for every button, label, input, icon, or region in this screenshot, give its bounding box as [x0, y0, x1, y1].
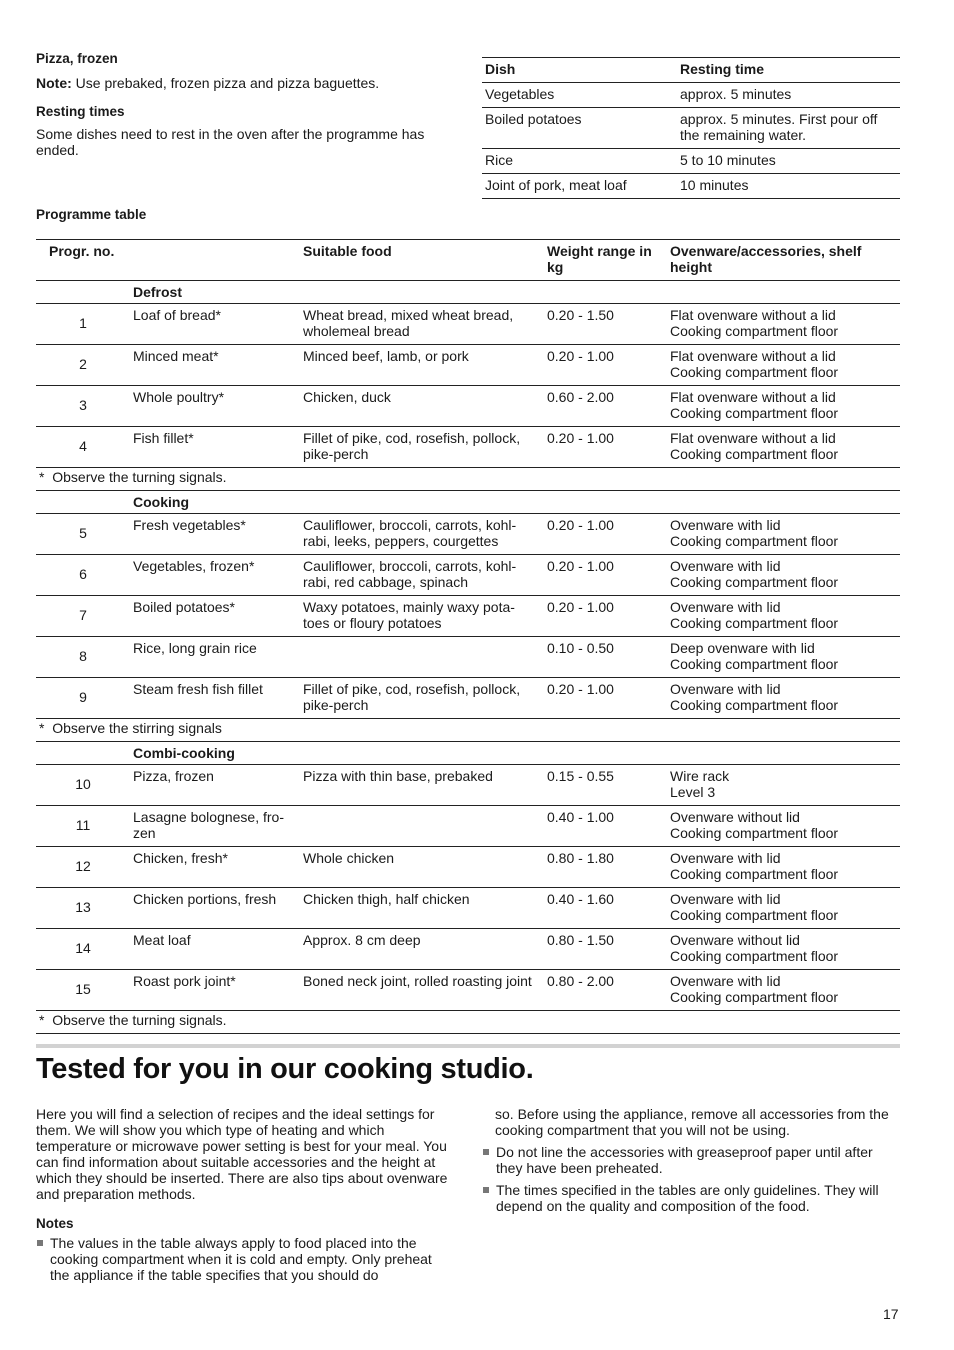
right-column	[482, 1106, 900, 1214]
ovenware-cell	[667, 888, 900, 929]
column-header: Weight range in kg	[544, 240, 667, 281]
ovenware-cell	[667, 304, 900, 345]
ovenware-cell	[667, 514, 900, 555]
heading-rule	[36, 1044, 900, 1048]
weight-range: 0.80 - 1.80	[544, 847, 667, 888]
table-row	[36, 888, 900, 929]
programme-name: Vegetables, frozen*	[130, 555, 300, 596]
table-header-row	[36, 240, 900, 281]
table-row	[36, 345, 900, 386]
ovenware: Flat ovenware without a lid	[670, 389, 836, 405]
note-item-3-text: The times specified in the tables are only guidelines. They will depend on the quality and composition of the food.	[496, 1182, 879, 1214]
programme-number: 5	[36, 514, 130, 555]
ovenware: Ovenware with lid	[670, 599, 781, 615]
table-row	[36, 929, 900, 970]
table-row	[36, 386, 900, 427]
table-row	[482, 108, 900, 149]
suitable-food: Minced beef, lamb, or pork	[300, 345, 544, 386]
suitable-food: Boned neck joint, rolled roasting joint	[300, 970, 544, 1011]
empty-cell	[36, 281, 130, 304]
ovenware: Ovenware with lid	[670, 558, 781, 574]
ovenware: Ovenware with lid	[670, 891, 781, 907]
group-name: Cooking	[130, 491, 900, 514]
section-intro: Here you will find a selection of recipes and the ideal settings for them. We will show you which type of heating and which temperature or microwave power setting is best for your meal. You can find information about suitable accessories and the height at which they should be inserted. There are also tips about ovenware and preparation methods.	[36, 1106, 448, 1202]
page-number: 17	[883, 1306, 899, 1322]
programme-name: Chicken portions, fresh	[130, 888, 300, 929]
dish-cell: Vegetables	[482, 83, 677, 108]
section-heading: Tested for you in our cooking studio.	[36, 1053, 534, 1085]
shelf-height: Cooking compartment floor	[670, 364, 839, 380]
note-item-2-text: Do not line the accessories with greaseproof paper until after they have been preheated.	[496, 1144, 873, 1176]
table-row	[36, 596, 900, 637]
weight-range: 0.20 - 1.00	[544, 427, 667, 468]
ovenware: Ovenware without lid	[670, 809, 800, 825]
programme-number: 13	[36, 888, 130, 929]
pizza-heading: Pizza, frozen	[36, 51, 118, 66]
programme-number: 2	[36, 345, 130, 386]
left-column	[36, 1106, 452, 1283]
ovenware: Ovenware with lid	[670, 973, 781, 989]
suitable-food: Cauliflower, broccoli, carrots, kohl-rabi, leeks, peppers, courgettes	[300, 514, 544, 555]
suitable-food: Waxy potatoes, mainly waxy pota-toes or floury potatoes	[300, 596, 544, 637]
suitable-food: Chicken, duck	[300, 386, 544, 427]
ovenware: Ovenware with lid	[670, 850, 781, 866]
table-row	[36, 765, 900, 806]
group-row	[36, 742, 900, 765]
group-name: Defrost	[130, 281, 900, 304]
shelf-height: Cooking compartment floor	[670, 446, 839, 462]
note-item-3	[482, 1182, 900, 1214]
resting-time-cell: 10 minutes	[677, 174, 900, 199]
programme-name: Loaf of bread*	[130, 304, 300, 345]
column-header	[130, 240, 300, 281]
ovenware: Ovenware with lid	[670, 681, 781, 697]
shelf-height: Cooking compartment floor	[670, 574, 839, 590]
programme-number: 8	[36, 637, 130, 678]
programme-number: 9	[36, 678, 130, 719]
resting-heading: Resting times	[36, 104, 125, 119]
dish-cell: Boiled potatoes	[482, 108, 677, 149]
shelf-height: Cooking compartment floor	[670, 866, 839, 882]
note-item-1-continued-text: so. Before using the appliance, remove all accessories from the cooking compartment that you will not be using.	[495, 1106, 889, 1138]
empty-cell	[36, 742, 130, 765]
resting-time-cell: 5 to 10 minutes	[677, 149, 900, 174]
shelf-height: Cooking compartment floor	[670, 907, 839, 923]
empty-cell	[36, 491, 130, 514]
group-row	[36, 281, 900, 304]
bullet-square-icon	[483, 1149, 489, 1155]
ovenware: Flat ovenware without a lid	[670, 348, 836, 364]
programme-table	[36, 239, 900, 1034]
programme-name: Lasagne bolognese, fro-zen	[130, 806, 300, 847]
group-name: Combi-cooking	[130, 742, 900, 765]
table-row	[36, 847, 900, 888]
suitable-food: Fillet of pike, cod, rosefish, pollock, pike-perch	[300, 427, 544, 468]
table-row	[36, 514, 900, 555]
suitable-food: Fillet of pike, cod, rosefish, pollock, pike-perch	[300, 678, 544, 719]
table-row	[36, 637, 900, 678]
table-row	[36, 806, 900, 847]
footnote: * Observe the turning signals.	[36, 1011, 900, 1034]
ovenware-cell	[667, 678, 900, 719]
table-row	[36, 678, 900, 719]
bullet-square-icon	[37, 1240, 43, 1246]
suitable-food	[300, 637, 544, 678]
programme-name: Rice, long grain rice	[130, 637, 300, 678]
table-row	[36, 304, 900, 345]
programme-number: 3	[36, 386, 130, 427]
weight-range: 0.80 - 1.50	[544, 929, 667, 970]
ovenware-cell	[667, 345, 900, 386]
weight-range: 0.20 - 1.00	[544, 596, 667, 637]
ovenware-cell	[667, 929, 900, 970]
suitable-food: Whole chicken	[300, 847, 544, 888]
shelf-height: Cooking compartment floor	[670, 989, 839, 1005]
table-row	[482, 174, 900, 199]
shelf-height: Level 3	[670, 784, 716, 800]
weight-range: 0.40 - 1.60	[544, 888, 667, 929]
suitable-food: Chicken thigh, half chicken	[300, 888, 544, 929]
column-header: Suitable food	[300, 240, 544, 281]
resting-times-table	[482, 57, 900, 199]
weight-range: 0.10 - 0.50	[544, 637, 667, 678]
programme-name: Fish fillet*	[130, 427, 300, 468]
programme-name: Boiled potatoes*	[130, 596, 300, 637]
footnote-row	[36, 1011, 900, 1034]
ovenware-cell	[667, 765, 900, 806]
suitable-food: Cauliflower, broccoli, carrots, kohl-rabi, red cabbage, spinach	[300, 555, 544, 596]
column-header: Resting time	[677, 58, 900, 83]
table-row	[36, 970, 900, 1011]
ovenware-cell	[667, 847, 900, 888]
dish-cell: Rice	[482, 149, 677, 174]
programme-number: 12	[36, 847, 130, 888]
column-header: Ovenware/accessories, shelf height	[667, 240, 900, 281]
programme-name: Steam fresh fish fillet	[130, 678, 300, 719]
shelf-height: Cooking compartment floor	[670, 697, 839, 713]
suitable-food: Pizza with thin base, prebaked	[300, 765, 544, 806]
shelf-height: Cooking compartment floor	[670, 405, 839, 421]
table-row	[482, 149, 900, 174]
note-item-1-text: The values in the table always apply to food placed into the cooking compartment when it is cold and empty. Only preheat the appliance if the table specifies that you should do	[50, 1235, 432, 1283]
programme-table-title: Programme table	[36, 207, 147, 222]
weight-range: 0.80 - 2.00	[544, 970, 667, 1011]
note-item-2	[482, 1144, 900, 1176]
ovenware-cell	[667, 970, 900, 1011]
weight-range: 0.15 - 0.55	[544, 765, 667, 806]
suitable-food: Wheat bread, mixed wheat bread, wholemeal bread	[300, 304, 544, 345]
ovenware: Ovenware without lid	[670, 932, 800, 948]
programme-number: 15	[36, 970, 130, 1011]
programme-name: Roast pork joint*	[130, 970, 300, 1011]
shelf-height: Cooking compartment floor	[670, 948, 839, 964]
weight-range: 0.20 - 1.50	[544, 304, 667, 345]
shelf-height: Cooking compartment floor	[670, 533, 839, 549]
footnote-row	[36, 719, 900, 742]
dish-cell: Joint of pork, meat loaf	[482, 174, 677, 199]
programme-name: Pizza, frozen	[130, 765, 300, 806]
pizza-note	[36, 75, 456, 91]
shelf-height: Cooking compartment floor	[670, 825, 839, 841]
column-header: Progr. no.	[36, 240, 130, 281]
ovenware-cell	[667, 596, 900, 637]
ovenware: Flat ovenware without a lid	[670, 430, 836, 446]
ovenware: Deep ovenware with lid	[670, 640, 815, 656]
programme-name: Meat loaf	[130, 929, 300, 970]
ovenware-cell	[667, 427, 900, 468]
ovenware: Wire rack	[670, 768, 730, 784]
intro-block	[36, 51, 456, 158]
shelf-height: Cooking compartment floor	[670, 656, 839, 672]
note-label: Note:	[36, 75, 72, 91]
shelf-height: Cooking compartment floor	[670, 323, 839, 339]
weight-range: 0.40 - 1.00	[544, 806, 667, 847]
weight-range: 0.20 - 1.00	[544, 678, 667, 719]
ovenware: Flat ovenware without a lid	[670, 307, 836, 323]
shelf-height: Cooking compartment floor	[670, 615, 839, 631]
programme-name: Minced meat*	[130, 345, 300, 386]
bullet-square-icon	[483, 1187, 489, 1193]
resting-time-cell: approx. 5 minutes. First pour off the remaining water.	[677, 108, 900, 149]
weight-range: 0.20 - 1.00	[544, 345, 667, 386]
programme-number: 10	[36, 765, 130, 806]
footnote: * Observe the stirring signals	[36, 719, 900, 742]
programme-number: 4	[36, 427, 130, 468]
resting-time-cell: approx. 5 minutes	[677, 83, 900, 108]
programme-number: 14	[36, 929, 130, 970]
weight-range: 0.20 - 1.00	[544, 514, 667, 555]
weight-range: 0.20 - 1.00	[544, 555, 667, 596]
programme-name: Whole poultry*	[130, 386, 300, 427]
programme-number: 1	[36, 304, 130, 345]
ovenware: Ovenware with lid	[670, 517, 781, 533]
footnote: * Observe the turning signals.	[36, 468, 900, 491]
resting-body: Some dishes need to rest in the oven after the programme has ended.	[36, 126, 425, 158]
notes-heading: Notes	[36, 1216, 74, 1231]
table-header-row	[482, 58, 900, 83]
programme-number: 6	[36, 555, 130, 596]
ovenware-cell	[667, 386, 900, 427]
ovenware-cell	[667, 637, 900, 678]
suitable-food	[300, 806, 544, 847]
note-item-1	[36, 1235, 452, 1283]
table-row	[36, 555, 900, 596]
programme-name: Fresh vegetables*	[130, 514, 300, 555]
programme-number: 11	[36, 806, 130, 847]
note-item-1-continued	[482, 1106, 900, 1138]
footnote-row	[36, 468, 900, 491]
table-row	[36, 427, 900, 468]
note-text: Use prebaked, frozen pizza and pizza baguettes.	[71, 75, 380, 91]
table-row	[482, 83, 900, 108]
ovenware-cell	[667, 555, 900, 596]
weight-range: 0.60 - 2.00	[544, 386, 667, 427]
programme-name: Chicken, fresh*	[130, 847, 300, 888]
programme-number: 7	[36, 596, 130, 637]
suitable-food: Approx. 8 cm deep	[300, 929, 544, 970]
group-row	[36, 491, 900, 514]
column-header: Dish	[482, 58, 677, 83]
ovenware-cell	[667, 806, 900, 847]
